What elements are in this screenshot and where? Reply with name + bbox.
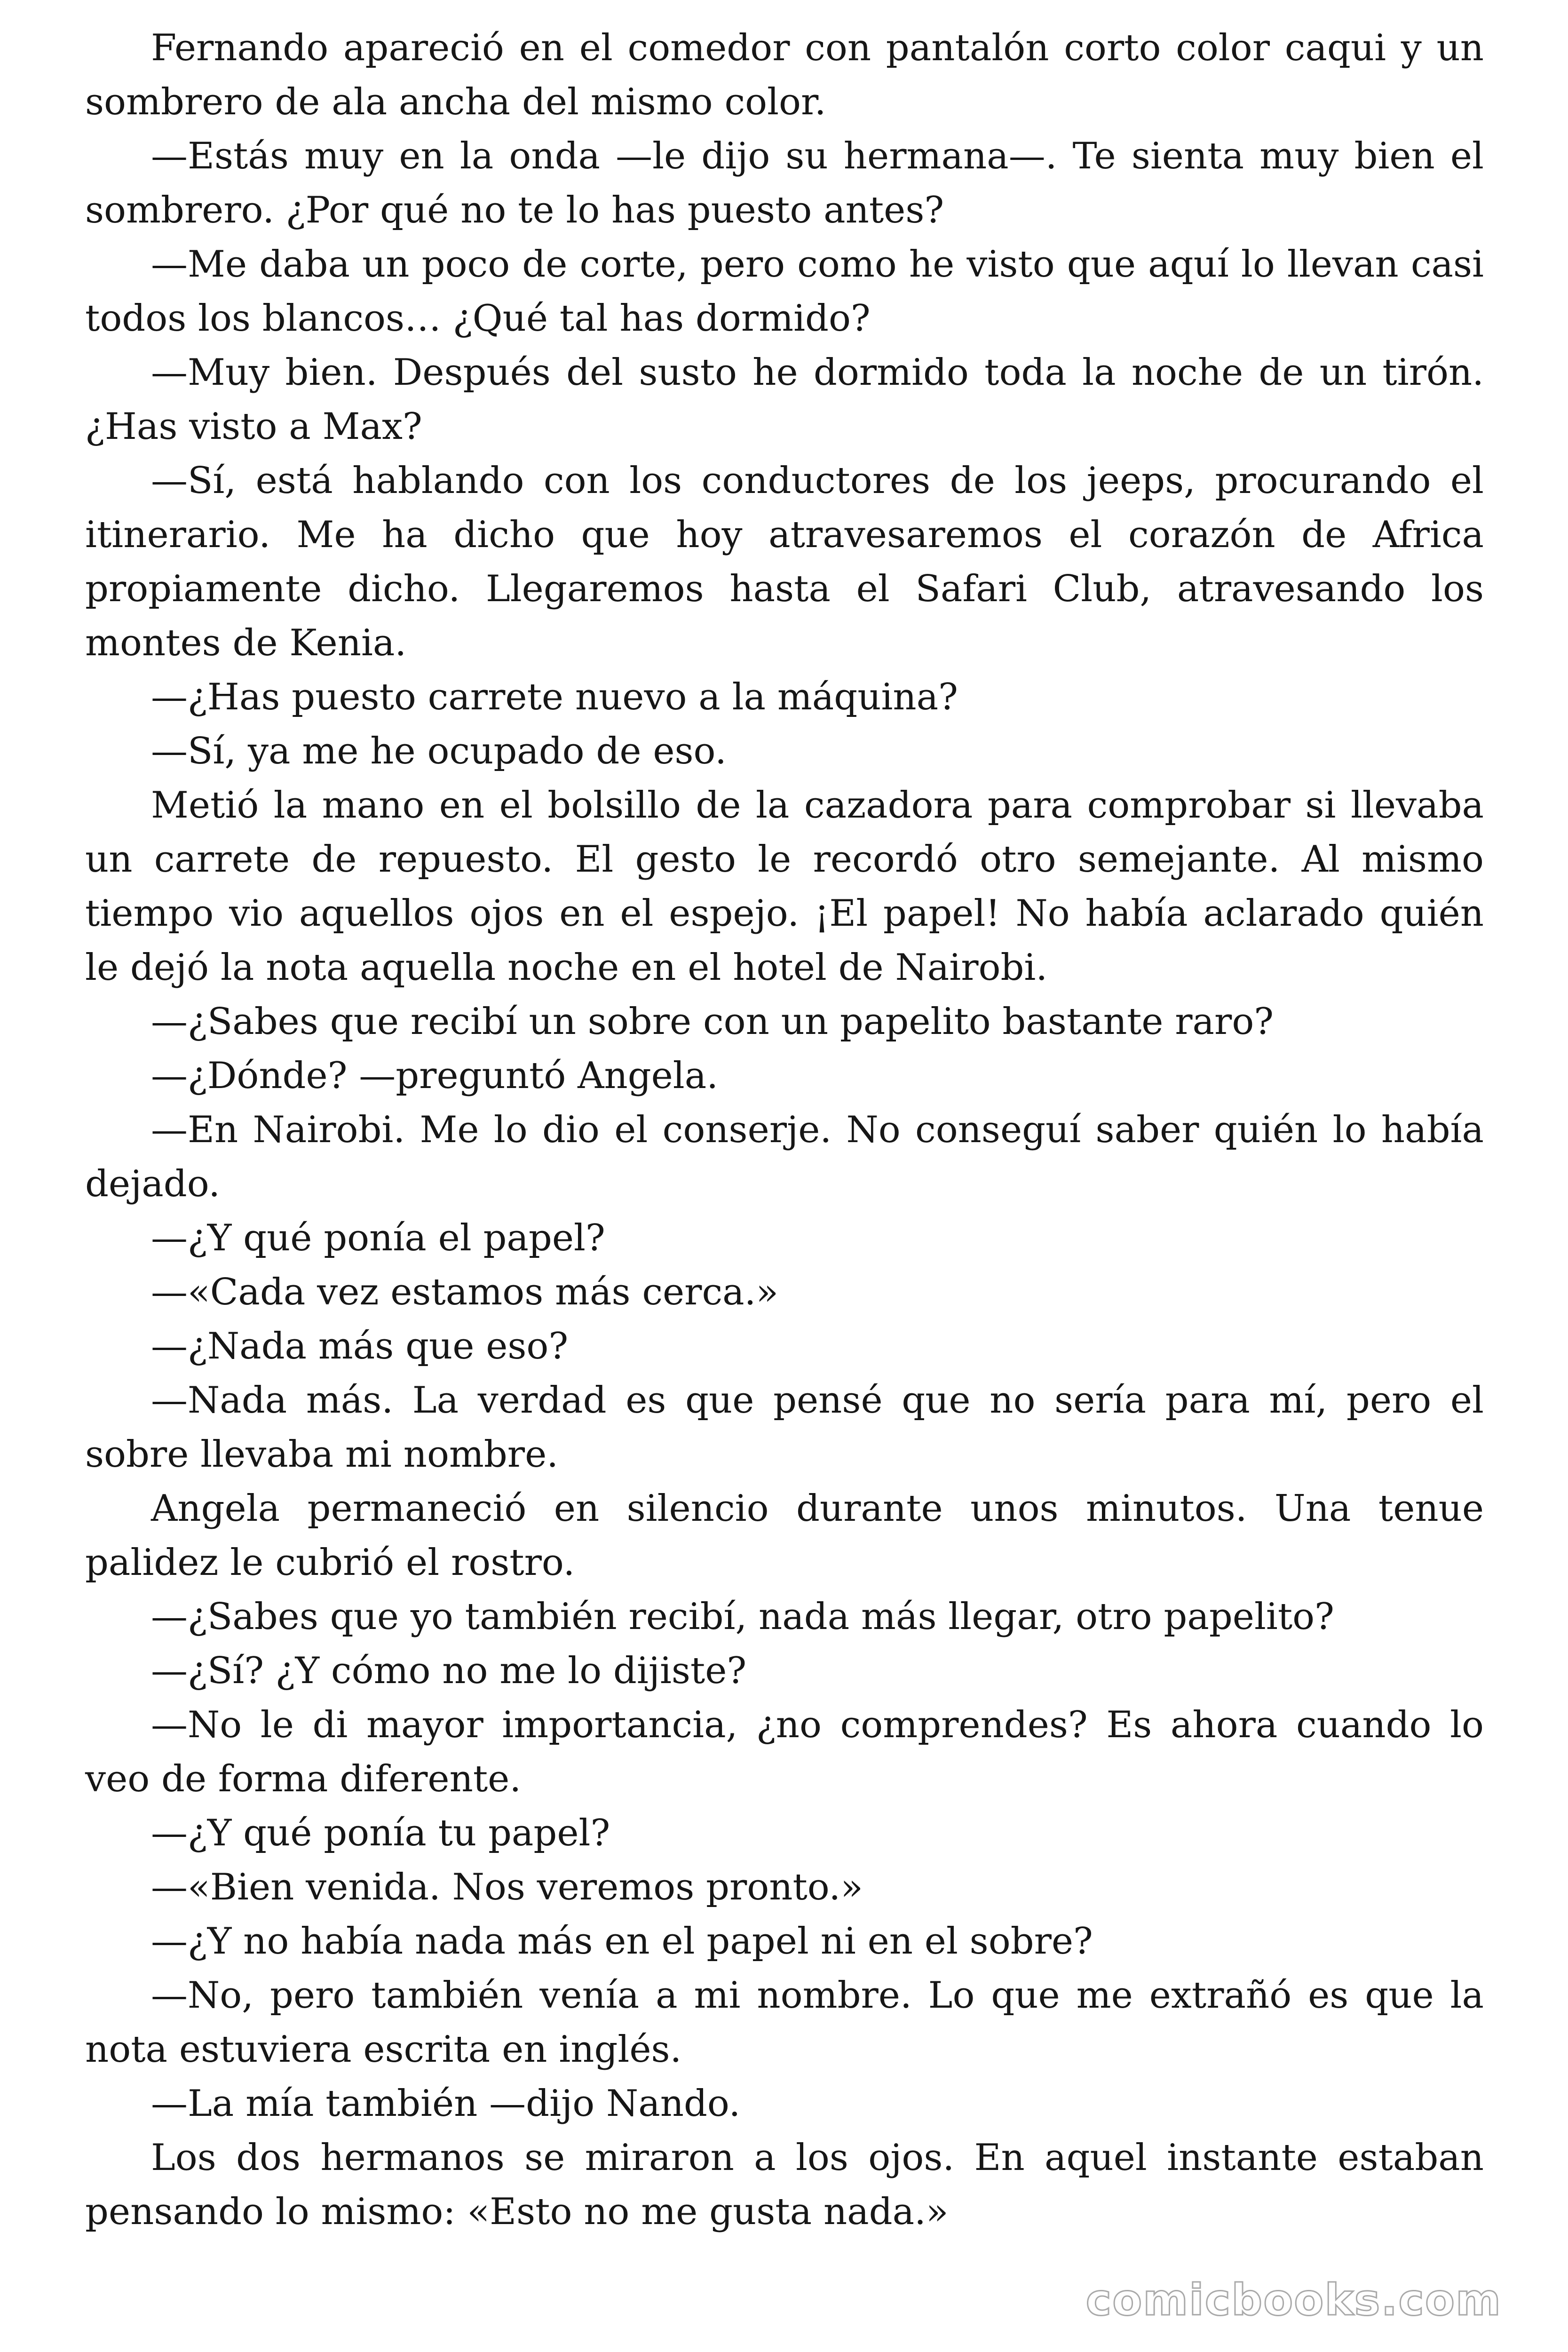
watermark: comicbooks.com: [1085, 2275, 1502, 2325]
paragraph: —¿Y qué ponía el papel?: [151, 1217, 605, 1259]
paragraph: —¿Y qué ponía tu papel?: [151, 1812, 610, 1854]
paragraph: —¿Sí? ¿Y cómo no me lo dijiste?: [151, 1650, 747, 1692]
paragraph: —No le di mayor importancia, ¿no comprendes? Es ahora cuando lo veo de forma diferente.: [85, 1704, 1484, 1800]
paragraph: Fernando apareció en el comedor con pantalón corto color caqui y un sombrero de ala ancha del mismo color.: [85, 27, 1484, 123]
paragraph: —¿Dónde? —preguntó Angela.: [151, 1055, 719, 1097]
paragraph: —¿Sabes que recibí un sobre con un papelito bastante raro?: [151, 1001, 1274, 1043]
paragraph: —No, pero también venía a mi nombre. Lo que me extrañó es que la nota estuviera escrita en inglés.: [85, 1974, 1484, 2071]
paragraph: —«Cada vez estamos más cerca.»: [151, 1271, 779, 1313]
paragraph: —Nada más. La verdad es que pensé que no sería para mí, pero el sobre llevaba mi nombre.: [85, 1379, 1484, 1476]
paragraph: Los dos hermanos se miraron a los ojos. En aquel instante estaban pensando lo mismo: «Esto no me gusta nada.»: [85, 2137, 1484, 2233]
paragraph: —Estás muy en la onda —le dijo su hermana—. Te sienta muy bien el sombrero. ¿Por qué no te lo has puesto antes?: [85, 135, 1484, 231]
paragraph: —¿Y no había nada más en el papel ni en el sobre?: [151, 1920, 1093, 1963]
paragraph: —Sí, está hablando con los conductores de los jeeps, procurando el itinerario. Me ha dicho que hoy atravesaremos el corazón de Africa propiamente dicho. Llegaremos hasta el Safari Club, atravesando los montes de Kenia.: [85, 460, 1484, 664]
paragraph: —En Nairobi. Me lo dio el conserje. No conseguí saber quién lo había dejado.: [85, 1109, 1484, 1205]
paragraph: —La mía también —dijo Nando.: [151, 2082, 741, 2125]
paragraph: —«Bien venida. Nos veremos pronto.»: [151, 1866, 863, 1908]
paragraph: —¿Sabes que yo también recibí, nada más llegar, otro papelito?: [151, 1596, 1334, 1638]
paragraph: —Muy bien. Después del susto he dormido toda la noche de un tirón. ¿Has visto a Max?: [85, 351, 1484, 448]
paragraph: Angela permaneció en silencio durante unos minutos. Una tenue palidez le cubrió el rostro.: [85, 1487, 1484, 1584]
paragraph: Metió la mano en el bolsillo de la cazadora para comprobar si llevaba un carrete de repuesto. El gesto le recordó otro semejante. Al mismo tiempo vio aquellos ojos en el espejo. ¡El papel! No había aclarado quién le dejó la nota aquella noche en el hotel de Nairobi.: [85, 784, 1484, 989]
paragraph: —Me daba un poco de corte, pero como he visto que aquí lo llevan casi todos los blancos… ¿Qué tal has dormido?: [85, 243, 1484, 340]
paragraph: —Sí, ya me he ocupado de eso.: [151, 730, 727, 772]
paragraph: —¿Has puesto carrete nuevo a la máquina?: [151, 676, 958, 718]
paragraph: —¿Nada más que eso?: [151, 1325, 569, 1367]
book-page: [85, 21, 1484, 2239]
